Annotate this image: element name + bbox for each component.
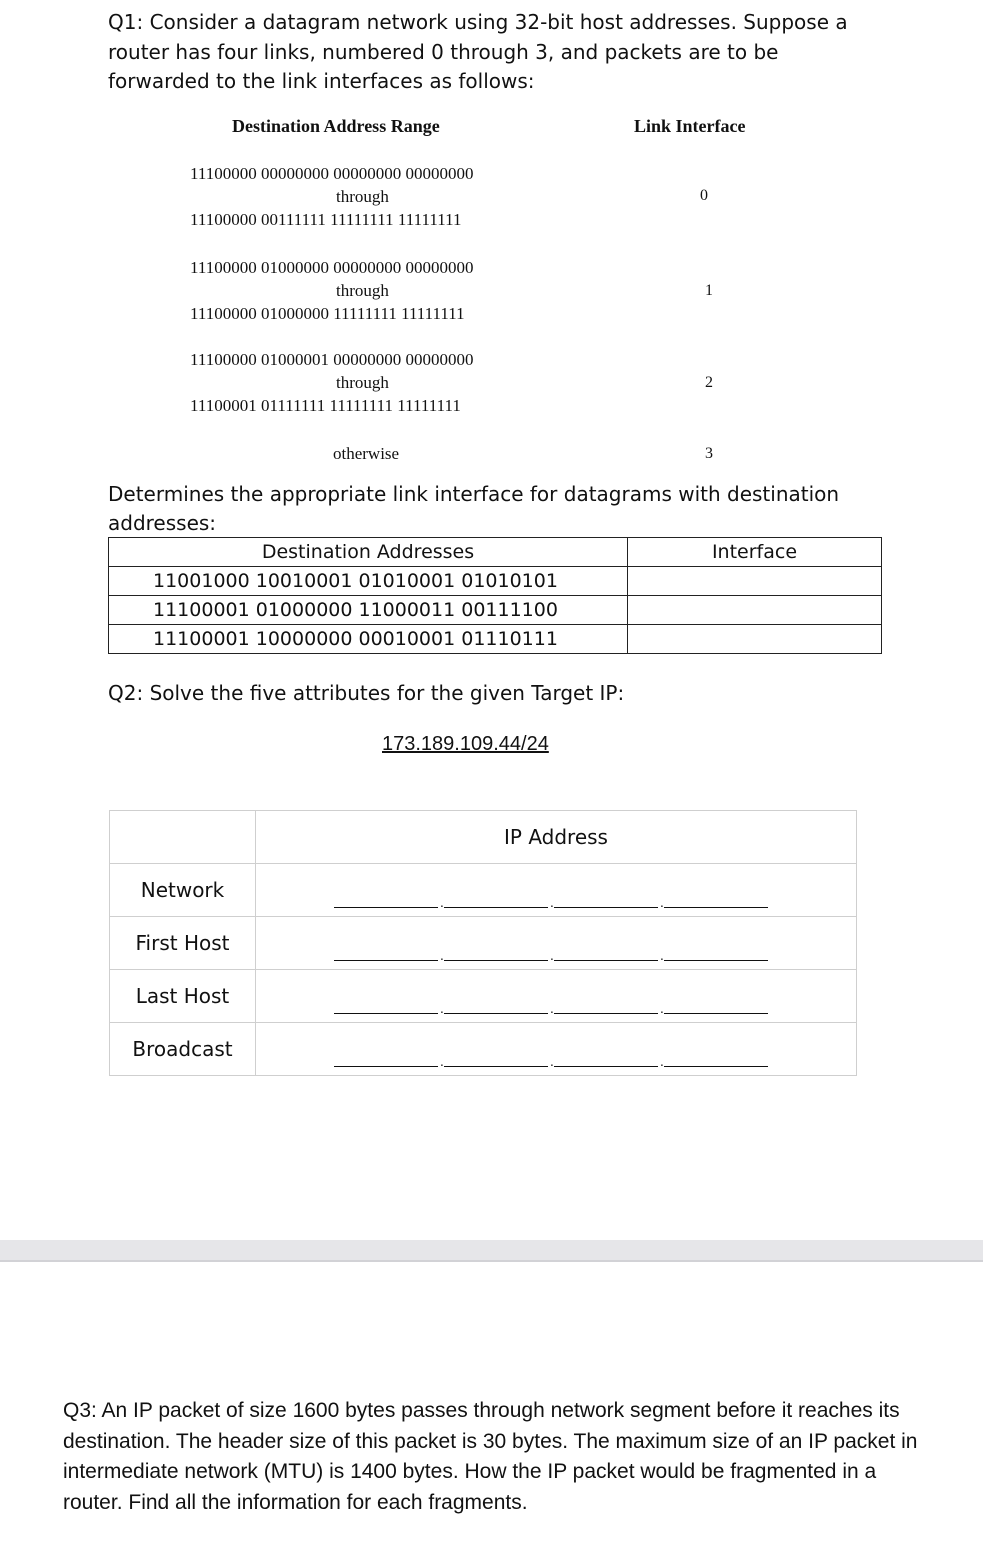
table-row — [109, 625, 882, 654]
range-interface: 0 — [700, 187, 708, 204]
row-label: First Host — [110, 917, 256, 970]
table-row — [110, 970, 857, 1023]
q2-text: Q2: Solve the five attributes for the given Target IP: — [108, 681, 625, 705]
row-label: Broadcast — [110, 1023, 256, 1076]
header-ip-address: IP Address — [256, 811, 857, 864]
range-through: through — [336, 373, 389, 392]
ip-blank-field: . . . — [256, 917, 857, 970]
q1-text: Q1: Consider a datagram network using 32-bit host addresses. Suppose a router has four links, numbered 0 through 3, and packets are to be forwarded to the link interfaces as follows: — [108, 10, 848, 93]
range-interface: 1 — [705, 282, 713, 299]
table-header-row — [110, 811, 857, 864]
ip-blank-field: . . . — [256, 970, 857, 1023]
table-row — [109, 567, 882, 596]
interface-cell — [628, 596, 882, 625]
row-label: Network — [110, 864, 256, 917]
forwarding-header-link: Link Interface — [634, 116, 746, 136]
forwarding-range — [190, 256, 510, 325]
range-interface: 2 — [705, 374, 713, 391]
range-end: 11100000 01000000 11111111 11111111 — [190, 304, 465, 323]
target-ip: 173.189.109.44/24 — [382, 733, 549, 755]
table-row — [110, 1023, 857, 1076]
range-start: 11100000 01000001 00000000 00000000 — [190, 350, 474, 369]
header-destination-addresses: Destination Addresses — [109, 538, 628, 567]
range-end: 11100001 01111111 11111111 11111111 — [190, 396, 461, 415]
forwarding-header-destination: Destination Address Range — [232, 116, 440, 136]
otherwise-label: otherwise — [333, 444, 400, 463]
table-row — [109, 596, 882, 625]
row-label: Last Host — [110, 970, 256, 1023]
empty-header-cell — [110, 811, 256, 864]
range-start: 11100000 00000000 00000000 00000000 — [190, 164, 474, 183]
range-through: through — [336, 187, 389, 206]
table-header-row — [109, 538, 882, 567]
page-divider — [0, 1240, 983, 1262]
header-interface: Interface — [628, 538, 882, 567]
destination-address: 11100001 01000000 11000011 00111100 — [109, 596, 628, 625]
range-end: 11100000 00111111 11111111 11111111 — [190, 210, 462, 229]
interface-cell — [628, 625, 882, 654]
table-row — [110, 864, 857, 917]
determine-text: Determines the appropriate link interface for datagrams with destination addresses: — [108, 482, 840, 535]
destination-address: 11100001 10000000 00010001 01110111 — [109, 625, 628, 654]
otherwise-interface: 3 — [705, 445, 713, 462]
range-start: 11100000 01000000 00000000 00000000 — [190, 258, 474, 277]
table-row — [110, 917, 857, 970]
forwarding-range — [190, 162, 510, 231]
ip-attributes-table — [109, 810, 857, 1076]
q3-text: Q3: An IP packet of size 1600 bytes passes through network segment before it reaches its destination. The header size of this packet is 30 bytes. The maximum size of an IP packet in intermediate network (MTU) is 1400 bytes. How the IP packet would be fragmented in a router. Find all the information for each fragments. — [63, 1399, 918, 1514]
destination-address: 11001000 10010001 01010001 01010101 — [109, 567, 628, 596]
ip-blank-field: . . . — [256, 1023, 857, 1076]
range-through: through — [336, 281, 389, 300]
destination-address-table — [108, 537, 882, 654]
ip-blank-field: . . . — [256, 864, 857, 917]
interface-cell — [628, 567, 882, 596]
forwarding-range — [190, 348, 510, 417]
